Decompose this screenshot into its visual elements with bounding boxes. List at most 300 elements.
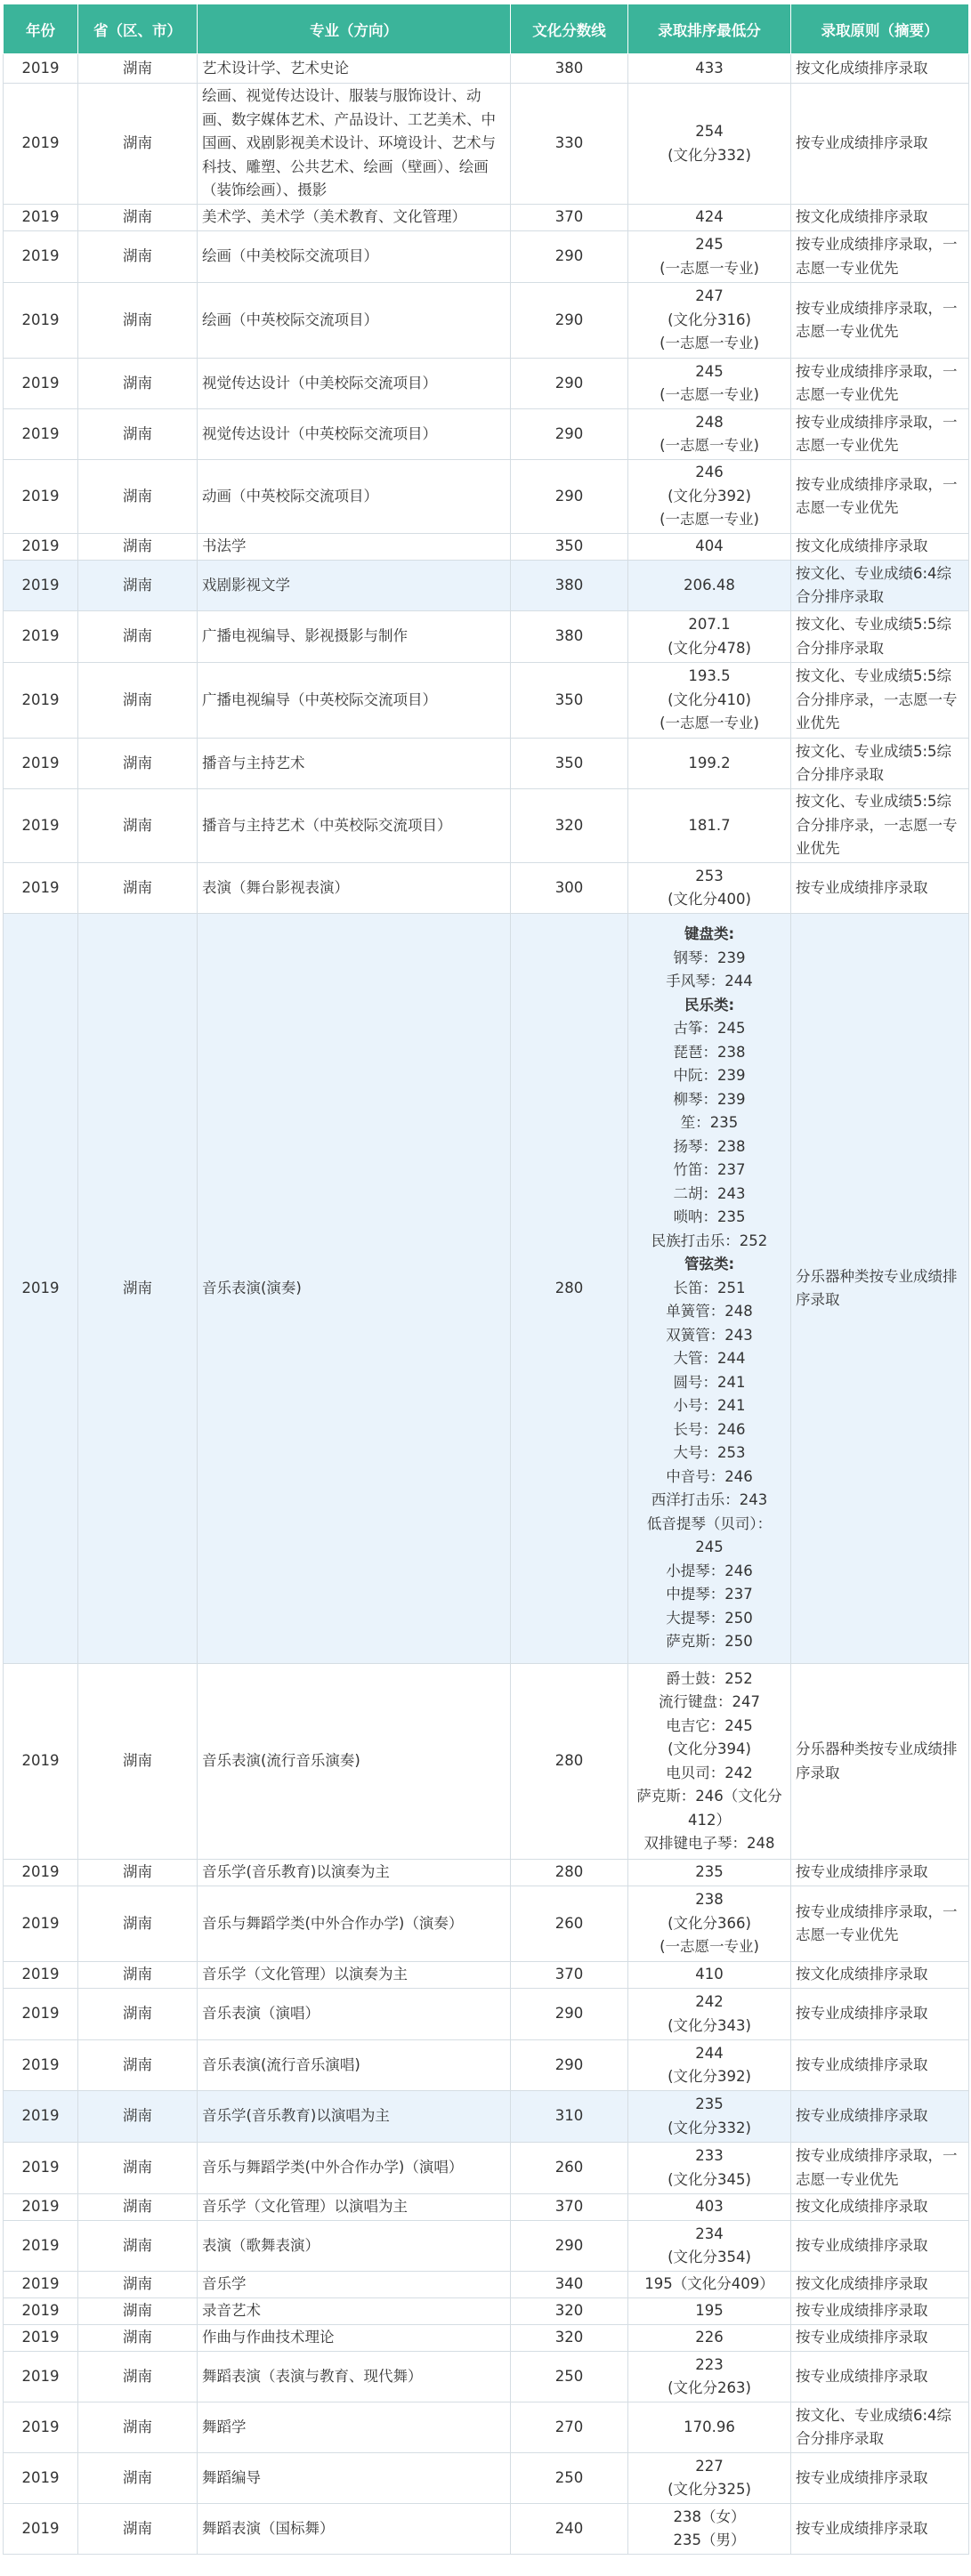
- rank-line: 手风琴：244: [666, 973, 753, 990]
- cell-major: 绘画（中英校际交流项目）: [198, 283, 511, 359]
- cell-year: 2019: [4, 460, 78, 534]
- rank-line: (文化分392): [668, 2068, 751, 2085]
- header-culture-cutoff: 文化分数线: [511, 4, 628, 54]
- rank-line: 管弦类:: [684, 1256, 735, 1273]
- cell-culture-cutoff: 370: [511, 2194, 628, 2221]
- cell-province: 湖南: [78, 1989, 198, 2040]
- cell-year: 2019: [4, 2194, 78, 2221]
- cell-province: 湖南: [78, 460, 198, 534]
- cell-culture-cutoff: 290: [511, 359, 628, 409]
- cell-min-rank-score: [628, 2402, 791, 2453]
- header-major: 专业（方向）: [198, 4, 511, 54]
- rank-line: 中提琴：237: [666, 1586, 753, 1603]
- rank-line: 238: [695, 1891, 724, 1909]
- header-min-rank-score: 录取排序最低分: [628, 4, 791, 54]
- cell-year: 2019: [4, 2040, 78, 2091]
- cell-admission-rule: 按专业成绩排序录取: [791, 84, 969, 205]
- cell-min-rank-score: [628, 611, 791, 663]
- rank-line: 253: [695, 867, 724, 884]
- cell-admission-rule: 按专业成绩排序录取: [791, 2504, 969, 2555]
- cell-admission-rule: 按文化成绩排序录取: [791, 2272, 969, 2298]
- table-row: [4, 2504, 969, 2555]
- header-province: 省（区、市）: [78, 4, 198, 54]
- table-row: [4, 1989, 969, 2040]
- cell-province: 湖南: [78, 1664, 198, 1860]
- cell-major: 艺术设计学、艺术史论: [198, 54, 511, 84]
- rank-line: 大提琴：250: [666, 1609, 753, 1627]
- cell-province: 湖南: [78, 1860, 198, 1886]
- cell-culture-cutoff: 290: [511, 2221, 628, 2272]
- rank-line: (一志愿一专业): [659, 715, 759, 732]
- rank-line: 爵士鼓：252: [666, 1669, 753, 1687]
- cell-min-rank-score: [628, 54, 791, 84]
- cell-min-rank-score: [628, 2325, 791, 2352]
- rank-line: (文化分332): [668, 2119, 751, 2136]
- cell-major: 音乐学(音乐教育)以演奏为主: [198, 1860, 511, 1886]
- cell-year: 2019: [4, 1989, 78, 2040]
- cell-admission-rule: 按专业成绩排序录取，一志愿一专业优先: [791, 231, 969, 283]
- cell-min-rank-score: [628, 2453, 791, 2504]
- rank-line: 长号：246: [673, 1420, 746, 1438]
- rank-line: 电吉它：245: [666, 1716, 753, 1734]
- cell-province: 湖南: [78, 2352, 198, 2402]
- table-body: [4, 54, 969, 2555]
- table-row: [4, 54, 969, 84]
- cell-min-rank-score: [628, 914, 791, 1664]
- table-row: [4, 409, 969, 460]
- table-row: [4, 2325, 969, 2352]
- rank-line: 246: [695, 464, 724, 481]
- cell-admission-rule: 分乐器种类按专业成绩排序录取: [791, 914, 969, 1664]
- cell-culture-cutoff: 280: [511, 1860, 628, 1886]
- cell-province: 湖南: [78, 205, 198, 231]
- rank-line: 245: [695, 1538, 724, 1556]
- rank-line: 键盘类:: [684, 925, 735, 943]
- cell-admission-rule: 按专业成绩排序录取: [791, 2221, 969, 2272]
- rank-line: 萨克斯：250: [666, 1633, 753, 1651]
- cell-province: 湖南: [78, 409, 198, 460]
- cell-major: 戏剧影视文学: [198, 561, 511, 611]
- cell-province: 湖南: [78, 2325, 198, 2352]
- table-row: [4, 205, 969, 231]
- cell-major: 动画（中英校际交流项目）: [198, 460, 511, 534]
- cell-major: 录音艺术: [198, 2298, 511, 2325]
- rank-line: 民乐类:: [684, 996, 735, 1013]
- rank-line: (文化分366): [668, 1914, 751, 1932]
- table-row: [4, 534, 969, 561]
- table-row: [4, 2352, 969, 2402]
- cell-culture-cutoff: 270: [511, 2402, 628, 2453]
- cell-major: 音乐表演(流行音乐演唱): [198, 2040, 511, 2091]
- cell-province: 湖南: [78, 2091, 198, 2143]
- cell-major: 音乐表演(流行音乐演奏): [198, 1664, 511, 1860]
- cell-province: 湖南: [78, 2504, 198, 2555]
- cell-min-rank-score: [628, 534, 791, 561]
- cell-min-rank-score: [628, 789, 791, 863]
- cell-min-rank-score: [628, 460, 791, 534]
- cell-min-rank-score: [628, 1886, 791, 1962]
- cell-min-rank-score: [628, 2194, 791, 2221]
- rank-line: 227: [695, 2457, 724, 2475]
- rank-line: 笙：235: [680, 1114, 739, 1132]
- cell-major: 音乐表演（演唱）: [198, 1989, 511, 2040]
- cell-province: 湖南: [78, 789, 198, 863]
- cell-province: 湖南: [78, 2402, 198, 2453]
- cell-major: 舞蹈表演（国标舞）: [198, 2504, 511, 2555]
- cell-year: 2019: [4, 789, 78, 863]
- cell-admission-rule: 按文化、专业成绩5:5综合分排序录，一志愿一专业优先: [791, 663, 969, 739]
- table-row: [4, 2143, 969, 2194]
- rank-line: (文化分400): [668, 891, 751, 908]
- rank-line: 207.1: [688, 616, 731, 633]
- rank-line: 245: [695, 362, 724, 380]
- rank-line: (一志愿一专业): [659, 511, 759, 529]
- cell-admission-rule: 按文化成绩排序录取: [791, 54, 969, 84]
- cell-min-rank-score: [628, 84, 791, 205]
- rank-line: 254: [695, 123, 724, 140]
- cell-culture-cutoff: 350: [511, 534, 628, 561]
- cell-major: 绘画、视觉传达设计、服装与服饰设计、动画、数字媒体艺术、产品设计、工艺美术、中国画、戏剧影视美术设计、环境设计、艺术与科技、雕塑、公共艺术、绘画（壁画）、绘画（装饰绘画）、摄影: [198, 84, 511, 205]
- cell-min-rank-score: [628, 2091, 791, 2143]
- cell-culture-cutoff: 250: [511, 2453, 628, 2504]
- cell-year: 2019: [4, 2272, 78, 2298]
- cell-major: 音乐学(音乐教育)以演唱为主: [198, 2091, 511, 2143]
- cell-admission-rule: 按文化成绩排序录取: [791, 2194, 969, 2221]
- rank-line: (文化分325): [668, 2481, 751, 2498]
- cell-culture-cutoff: 290: [511, 2040, 628, 2091]
- header-year: 年份: [4, 4, 78, 54]
- rank-line: 单簧管：248: [666, 1303, 753, 1320]
- rank-line: (一志愿一专业): [659, 386, 759, 403]
- rank-line: (文化分316): [668, 311, 751, 328]
- cell-major: 播音与主持艺术: [198, 739, 511, 789]
- cell-province: 湖南: [78, 2040, 198, 2091]
- cell-culture-cutoff: 380: [511, 54, 628, 84]
- table-row: [4, 283, 969, 359]
- table-row: [4, 460, 969, 534]
- rank-line: (文化分343): [668, 2016, 751, 2034]
- cell-year: 2019: [4, 561, 78, 611]
- table-row: [4, 2194, 969, 2221]
- cell-major: 广播电视编导（中英校际交流项目）: [198, 663, 511, 739]
- cell-min-rank-score: [628, 2352, 791, 2402]
- cell-year: 2019: [4, 914, 78, 1664]
- table-row: [4, 2402, 969, 2453]
- cell-admission-rule: 按文化、专业成绩6:4综合分排序录取: [791, 2402, 969, 2453]
- cell-min-rank-score: [628, 2504, 791, 2555]
- cell-admission-rule: 按专业成绩排序录取: [791, 2325, 969, 2352]
- cell-admission-rule: 按专业成绩排序录取，一志愿一专业优先: [791, 2143, 969, 2194]
- table-row: [4, 663, 969, 739]
- rank-line: 圆号：241: [673, 1373, 746, 1391]
- cell-year: 2019: [4, 534, 78, 561]
- table-row: [4, 2453, 969, 2504]
- cell-year: 2019: [4, 2325, 78, 2352]
- rank-line: 433: [695, 59, 724, 77]
- cell-admission-rule: 按专业成绩排序录取，一志愿一专业优先: [791, 1886, 969, 1962]
- cell-min-rank-score: [628, 1962, 791, 1989]
- cell-province: 湖南: [78, 54, 198, 84]
- cell-min-rank-score: [628, 359, 791, 409]
- rank-line: (一志愿一专业): [659, 335, 759, 352]
- cell-year: 2019: [4, 1664, 78, 1860]
- cell-min-rank-score: [628, 2040, 791, 2091]
- cell-culture-cutoff: 280: [511, 914, 628, 1664]
- rank-line: 低音提琴（贝司）：: [646, 1514, 773, 1532]
- rank-line: 193.5: [688, 667, 731, 685]
- table-row: [4, 1664, 969, 1860]
- cell-year: 2019: [4, 739, 78, 789]
- rank-line: 235: [695, 1863, 724, 1881]
- table-row: [4, 914, 969, 1664]
- table-row: [4, 2221, 969, 2272]
- cell-culture-cutoff: 350: [511, 739, 628, 789]
- rank-line: 234: [695, 2225, 724, 2242]
- cell-culture-cutoff: 260: [511, 1886, 628, 1962]
- cell-major: 作曲与作曲技术理论: [198, 2325, 511, 2352]
- cell-culture-cutoff: 380: [511, 561, 628, 611]
- cell-culture-cutoff: 250: [511, 2352, 628, 2402]
- cell-min-rank-score: [628, 1860, 791, 1886]
- rank-line: 195（文化分409）: [644, 2275, 774, 2293]
- rank-line: 大号：253: [673, 1444, 746, 1462]
- rank-line: 琵琶：238: [673, 1043, 746, 1061]
- cell-major: 书法学: [198, 534, 511, 561]
- rank-line: 233: [695, 2147, 724, 2164]
- cell-admission-rule: 按文化成绩排序录取: [791, 534, 969, 561]
- rank-line: 小号：241: [673, 1397, 746, 1415]
- rank-line: (文化分332): [668, 146, 751, 164]
- cell-culture-cutoff: 260: [511, 2143, 628, 2194]
- cell-major: 音乐学（文化管理）以演奏为主: [198, 1962, 511, 1989]
- cell-major: 绘画（中美校际交流项目）: [198, 231, 511, 283]
- cell-admission-rule: 按专业成绩排序录取: [791, 2298, 969, 2325]
- cell-year: 2019: [4, 2453, 78, 2504]
- cell-major: 音乐学（文化管理）以演唱为主: [198, 2194, 511, 2221]
- rank-line: 流行键盘：247: [659, 1693, 760, 1710]
- rank-line: 404: [695, 537, 724, 555]
- cell-min-rank-score: [628, 283, 791, 359]
- cell-culture-cutoff: 380: [511, 611, 628, 663]
- cell-min-rank-score: [628, 205, 791, 231]
- cell-province: 湖南: [78, 2272, 198, 2298]
- rank-line: (文化分410): [668, 690, 751, 708]
- cell-min-rank-score: [628, 663, 791, 739]
- table-row: [4, 561, 969, 611]
- cell-culture-cutoff: 320: [511, 789, 628, 863]
- table-row: [4, 863, 969, 914]
- cell-major: 音乐与舞蹈学类(中外合作办学)（演奏）: [198, 1886, 511, 1962]
- cell-min-rank-score: [628, 2221, 791, 2272]
- cell-major: 视觉传达设计（中英校际交流项目）: [198, 409, 511, 460]
- cell-province: 湖南: [78, 914, 198, 1664]
- rank-line: 双排键电子琴：248: [643, 1835, 775, 1852]
- cell-admission-rule: 按专业成绩排序录取: [791, 863, 969, 914]
- cell-major: 舞蹈编导: [198, 2453, 511, 2504]
- cell-year: 2019: [4, 2504, 78, 2555]
- rank-line: (文化分345): [668, 2170, 751, 2188]
- cell-min-rank-score: [628, 2143, 791, 2194]
- rank-line: 238（女）: [673, 2507, 746, 2525]
- table-row: [4, 739, 969, 789]
- cell-year: 2019: [4, 409, 78, 460]
- cell-province: 湖南: [78, 534, 198, 561]
- cell-min-rank-score: [628, 2272, 791, 2298]
- rank-line: (文化分394): [668, 1740, 751, 1757]
- rank-line: 247: [695, 287, 724, 305]
- rank-line: 199.2: [688, 754, 731, 771]
- cell-year: 2019: [4, 863, 78, 914]
- rank-line: 中阮：239: [673, 1067, 746, 1085]
- cell-culture-cutoff: 320: [511, 2325, 628, 2352]
- cell-province: 湖南: [78, 2143, 198, 2194]
- cell-min-rank-score: [628, 2298, 791, 2325]
- cell-province: 湖南: [78, 2453, 198, 2504]
- rank-line: 古筝：245: [673, 1020, 746, 1038]
- rank-line: 244: [695, 2044, 724, 2062]
- cell-major: 美术学、美术学（美术教育、文化管理）: [198, 205, 511, 231]
- cell-min-rank-score: [628, 739, 791, 789]
- cell-year: 2019: [4, 663, 78, 739]
- cell-year: 2019: [4, 283, 78, 359]
- cell-major: 表演（歌舞表演）: [198, 2221, 511, 2272]
- rank-line: 小提琴：246: [666, 1562, 753, 1579]
- cell-province: 湖南: [78, 739, 198, 789]
- rank-line: 唢呐：235: [673, 1208, 746, 1226]
- rank-line: 电贝司：242: [666, 1764, 753, 1781]
- table-row: [4, 84, 969, 205]
- cell-admission-rule: 按专业成绩排序录取: [791, 2352, 969, 2402]
- rank-line: (文化分354): [668, 2249, 751, 2265]
- cell-year: 2019: [4, 2352, 78, 2402]
- table-row: [4, 2040, 969, 2091]
- cell-major: 播音与主持艺术（中英校际交流项目）: [198, 789, 511, 863]
- cell-year: 2019: [4, 2298, 78, 2325]
- table-row: [4, 2298, 969, 2325]
- table-header-row: [4, 4, 969, 54]
- rank-line: 中音号：246: [666, 1467, 753, 1485]
- cell-culture-cutoff: 290: [511, 1989, 628, 2040]
- table-row: [4, 1860, 969, 1886]
- rank-line: 大管：244: [673, 1350, 746, 1368]
- rank-line: 柳琴：239: [673, 1090, 746, 1108]
- cell-year: 2019: [4, 1962, 78, 1989]
- cell-min-rank-score: [628, 1989, 791, 2040]
- cell-admission-rule: 按文化成绩排序录取: [791, 205, 969, 231]
- rank-line: 181.7: [688, 816, 731, 834]
- cell-major: 表演（舞台影视表演）: [198, 863, 511, 914]
- cell-admission-rule: 按文化、专业成绩5:5综合分排序录取: [791, 611, 969, 663]
- cell-major: 音乐与舞蹈学类(中外合作办学)（演唱）: [198, 2143, 511, 2194]
- cell-major: 音乐学: [198, 2272, 511, 2298]
- cell-province: 湖南: [78, 2221, 198, 2272]
- rank-line: 235: [695, 2096, 724, 2112]
- cell-culture-cutoff: 280: [511, 1664, 628, 1860]
- cell-admission-rule: 按专业成绩排序录取，一志愿一专业优先: [791, 409, 969, 460]
- cell-min-rank-score: [628, 409, 791, 460]
- cell-major: 音乐表演(演奏): [198, 914, 511, 1664]
- rank-line: 223: [695, 2355, 724, 2373]
- cell-culture-cutoff: 290: [511, 409, 628, 460]
- table-row: [4, 789, 969, 863]
- cell-min-rank-score: [628, 863, 791, 914]
- cell-culture-cutoff: 310: [511, 2091, 628, 2143]
- rank-line: 长笛：251: [673, 1279, 746, 1296]
- rank-line: 226: [695, 2329, 724, 2346]
- cell-province: 湖南: [78, 863, 198, 914]
- cell-min-rank-score: [628, 561, 791, 611]
- rank-line: 410: [695, 1966, 724, 1983]
- cell-admission-rule: 按专业成绩排序录取: [791, 1860, 969, 1886]
- rank-line: 206.48: [684, 576, 735, 594]
- cell-admission-rule: 按专业成绩排序录取: [791, 2453, 969, 2504]
- cell-admission-rule: 按文化、专业成绩5:5综合分排序录，一志愿一专业优先: [791, 789, 969, 863]
- cell-culture-cutoff: 300: [511, 863, 628, 914]
- cell-year: 2019: [4, 205, 78, 231]
- admission-table-container: [3, 4, 968, 2555]
- rank-line: (文化分392): [668, 487, 751, 505]
- cell-province: 湖南: [78, 611, 198, 663]
- rank-line: (一志愿一专业): [659, 259, 759, 277]
- table-row: [4, 1962, 969, 1989]
- cell-province: 湖南: [78, 283, 198, 359]
- table-row: [4, 1886, 969, 1962]
- cell-culture-cutoff: 350: [511, 663, 628, 739]
- cell-admission-rule: 分乐器种类按专业成绩排序录取: [791, 1664, 969, 1860]
- cell-major: 舞蹈表演（表演与教育、现代舞）: [198, 2352, 511, 2402]
- cell-province: 湖南: [78, 561, 198, 611]
- rank-line: 竹笛：237: [673, 1161, 746, 1179]
- cell-admission-rule: 按文化、专业成绩6:4综合分排序录取: [791, 561, 969, 611]
- cell-culture-cutoff: 340: [511, 2272, 628, 2298]
- table-row: [4, 359, 969, 409]
- rank-line: 170.96: [684, 2418, 735, 2435]
- cell-province: 湖南: [78, 1886, 198, 1962]
- rank-line: (文化分263): [668, 2379, 751, 2396]
- cell-year: 2019: [4, 84, 78, 205]
- cell-culture-cutoff: 330: [511, 84, 628, 205]
- cell-culture-cutoff: 290: [511, 231, 628, 283]
- cell-province: 湖南: [78, 231, 198, 283]
- cell-year: 2019: [4, 2402, 78, 2453]
- cell-year: 2019: [4, 2091, 78, 2143]
- cell-admission-rule: 按专业成绩排序录取，一志愿一专业优先: [791, 359, 969, 409]
- rank-line: (文化分478): [668, 639, 751, 657]
- cell-province: 湖南: [78, 359, 198, 409]
- cell-culture-cutoff: 370: [511, 205, 628, 231]
- rank-line: 萨克斯：246（文化分: [636, 1788, 782, 1805]
- cell-year: 2019: [4, 359, 78, 409]
- cell-major: 舞蹈学: [198, 2402, 511, 2453]
- cell-min-rank-score: [628, 1664, 791, 1860]
- cell-culture-cutoff: 370: [511, 1962, 628, 1989]
- cell-province: 湖南: [78, 2298, 198, 2325]
- cell-province: 湖南: [78, 84, 198, 205]
- cell-admission-rule: 按专业成绩排序录取: [791, 2091, 969, 2143]
- rank-line: 二胡：243: [673, 1184, 746, 1202]
- rank-line: 245: [695, 236, 724, 253]
- rank-line: 235（男）: [673, 2532, 746, 2548]
- table-row: [4, 2272, 969, 2298]
- cell-admission-rule: 按专业成绩排序录取: [791, 2040, 969, 2091]
- cell-admission-rule: 按文化、专业成绩5:5综合分排序录取: [791, 739, 969, 789]
- header-admission-rule: 录取原则（摘要）: [791, 4, 969, 54]
- admission-score-table: [3, 4, 969, 2555]
- rank-line: 424: [695, 208, 724, 226]
- rank-line: 钢琴：239: [673, 949, 746, 966]
- rank-line: 西洋打击乐：243: [651, 1491, 768, 1509]
- rank-line: 242: [695, 1993, 724, 2010]
